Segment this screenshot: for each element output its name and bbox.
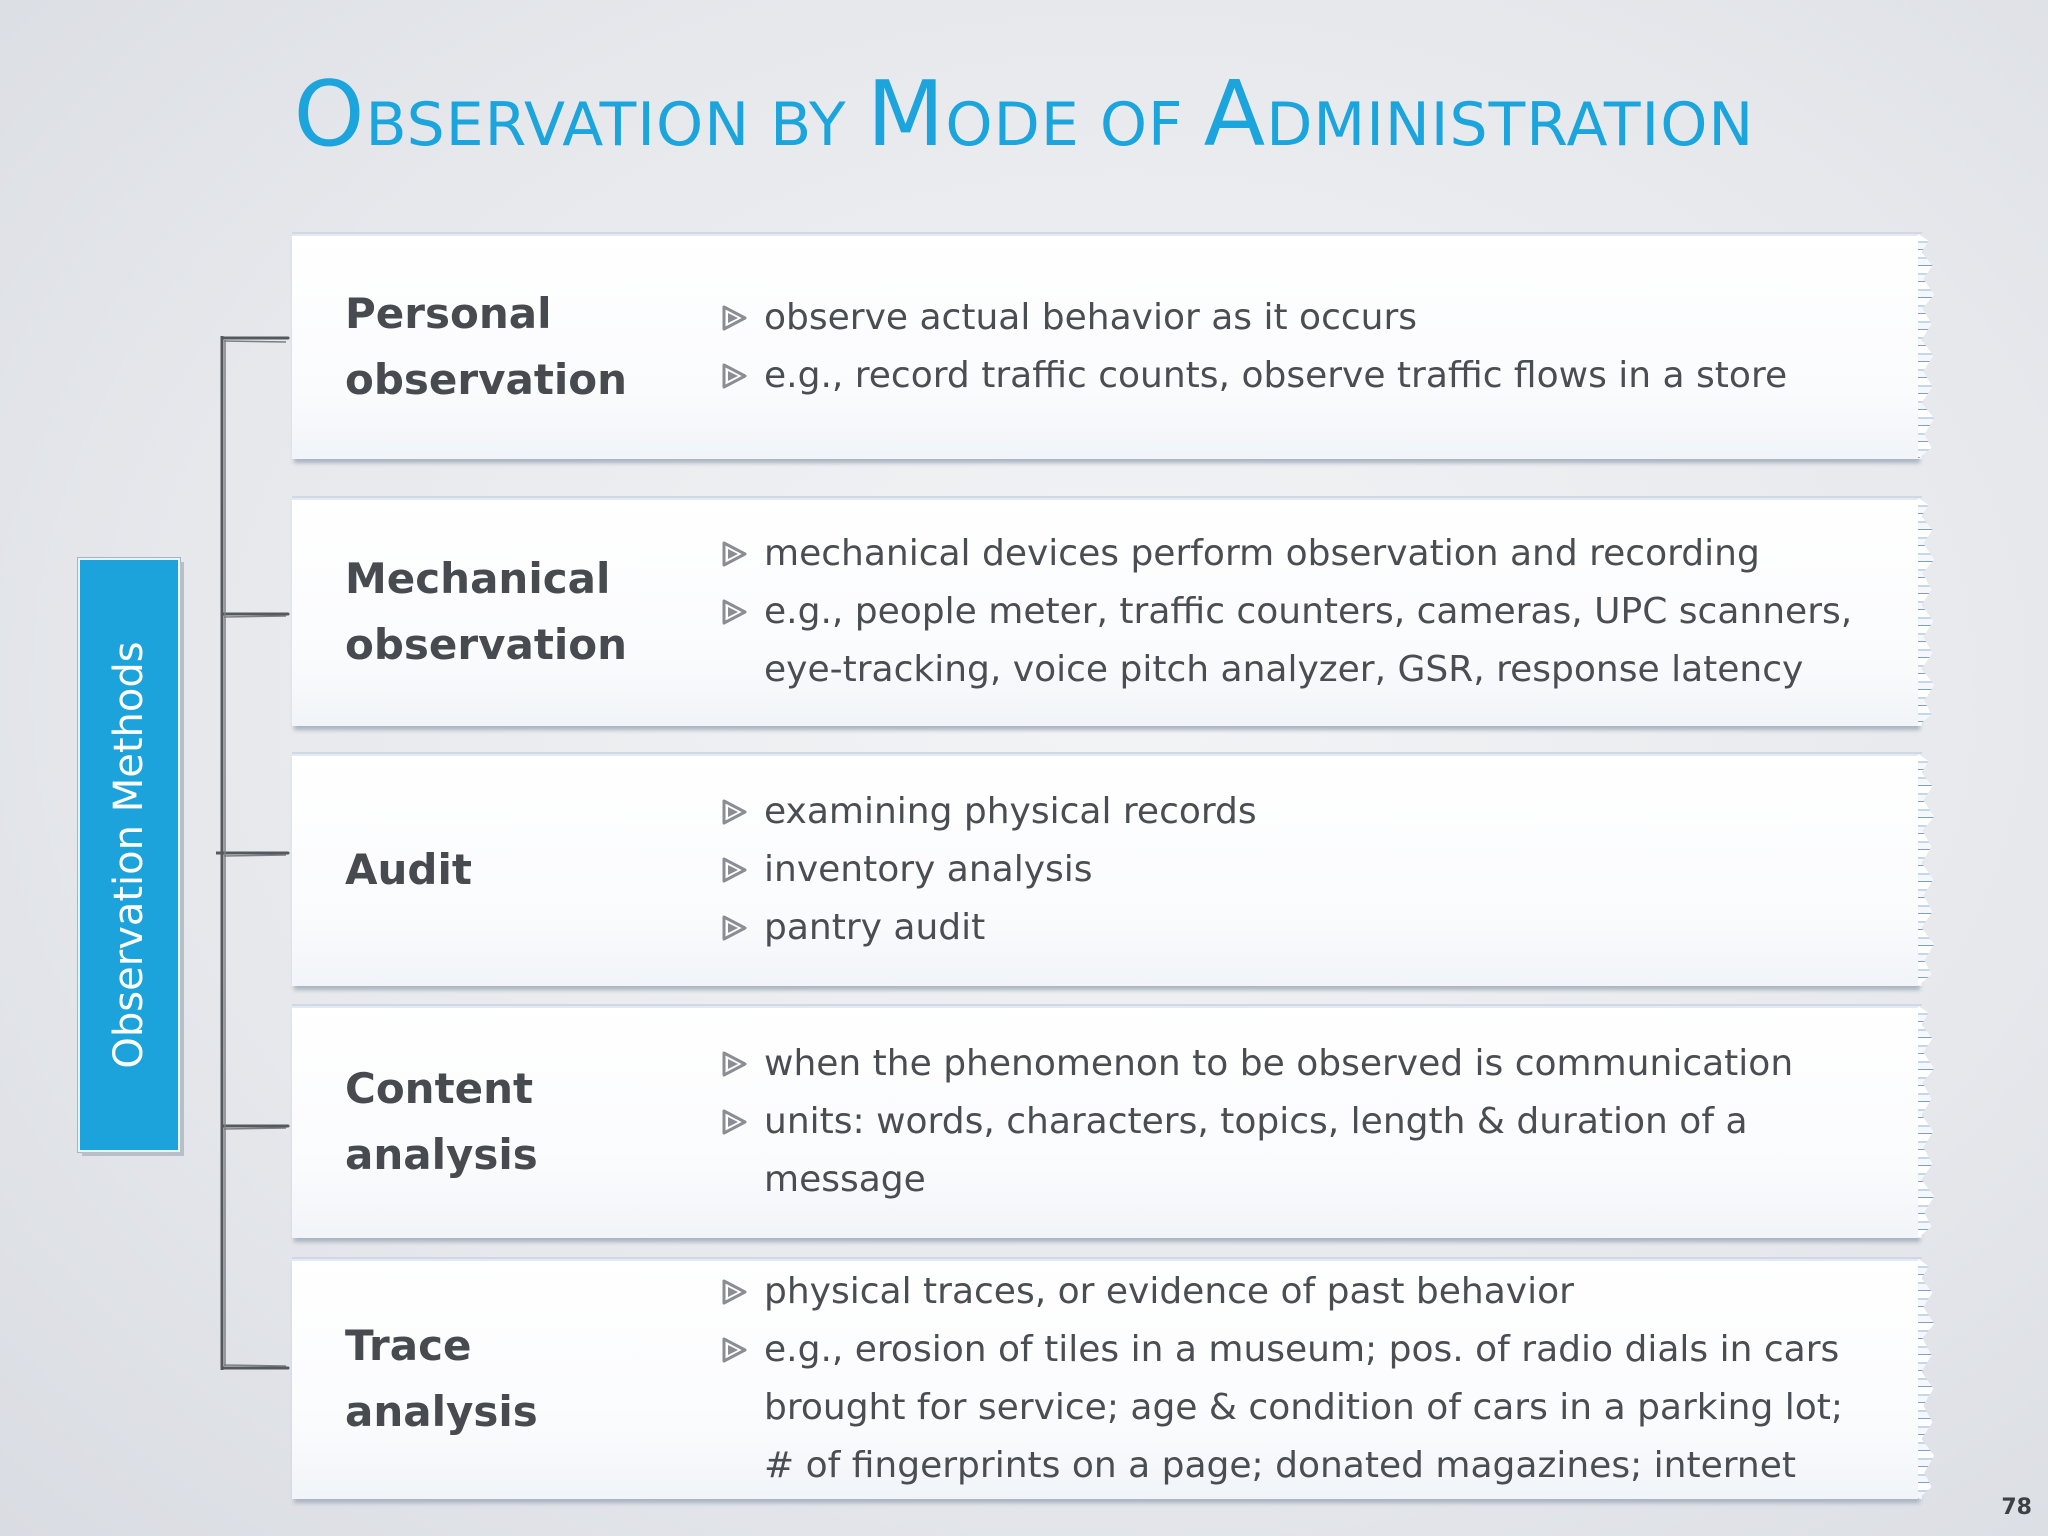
method-title: [345, 1259, 685, 1499]
method-title-text: Content analysis: [345, 1064, 538, 1179]
method-bullet-list: [720, 754, 1882, 986]
bullet-text: e.g., people meter, traffic counters, cameras, UPC scanners,: [764, 591, 1853, 632]
bullet-item: [720, 899, 1882, 957]
bullet-text: mechanical devices perform observation and recording: [764, 533, 1760, 574]
method-bullet-list: [720, 1259, 1882, 1499]
triangle-play-icon: [720, 856, 748, 884]
title-part: M: [866, 62, 946, 167]
bullet-text: e.g., record traffic counts, observe traffic flows in a store: [764, 354, 1788, 396]
triangle-play-icon: [720, 304, 748, 332]
bullet-item: [720, 347, 1882, 405]
bracket-connector: [216, 336, 292, 1370]
title-part: O: [293, 62, 366, 167]
method-title-text: Audit: [345, 845, 472, 894]
bullet-text: message: [764, 1159, 926, 1200]
bullet-text: examining physical records: [764, 791, 1257, 832]
title-part: BSERVATION BY: [365, 90, 867, 160]
triangle-play-icon: [720, 1278, 748, 1306]
method-card-content-analysis: [292, 1004, 1922, 1238]
title-part: A: [1203, 62, 1267, 167]
method-bullet-list: [720, 498, 1882, 726]
bullet-item: [720, 289, 1882, 347]
method-title: [345, 234, 685, 459]
method-bullet-list: [720, 234, 1882, 459]
triangle-play-icon: [720, 914, 748, 942]
triangle-play-icon: [720, 362, 748, 390]
triangle-play-icon: [720, 1108, 748, 1136]
bullet-text: observe actual behavior as it occurs: [764, 296, 1418, 338]
page-number: 78: [2001, 1495, 2032, 1520]
title-part: DMINISTRATION: [1266, 90, 1755, 160]
triangle-play-icon: [720, 798, 748, 826]
bullet-item: [720, 641, 1882, 699]
bullet-item: [720, 1321, 1882, 1379]
bullet-text: brought for service; age & condition of cars in a parking lot;: [764, 1387, 1844, 1428]
title-part: ODE OF: [945, 90, 1204, 160]
bullet-item: [720, 841, 1882, 899]
method-card-personal-observation: [292, 232, 1922, 459]
method-title: [345, 754, 685, 986]
bullet-item: [720, 525, 1882, 583]
bullet-item: [720, 1151, 1882, 1209]
bullet-item: [720, 1263, 1882, 1321]
triangle-play-icon: [720, 1050, 748, 1078]
method-card-mechanical-observation: [292, 496, 1922, 726]
bullet-text: # of fingerprints on a page; donated magazines; internet: [764, 1445, 1796, 1486]
bullet-item: [720, 1379, 1882, 1437]
bullet-item: [720, 783, 1882, 841]
observation-methods-label: [78, 558, 180, 1152]
method-title-text: Personal observation: [345, 288, 628, 404]
bullet-text: e.g., erosion of tiles in a museum; pos. of radio dials in cars: [764, 1329, 1840, 1370]
bullet-text: inventory analysis: [764, 849, 1093, 890]
method-title: [345, 1006, 685, 1238]
bullet-item: [720, 583, 1882, 641]
method-card-trace-analysis: [292, 1257, 1922, 1499]
method-bullet-list: [720, 1006, 1882, 1238]
slide-title: [0, 62, 2048, 167]
method-card-audit: [292, 752, 1922, 986]
bullet-text: pantry audit: [764, 907, 986, 948]
triangle-play-icon: [720, 540, 748, 568]
triangle-play-icon: [720, 598, 748, 626]
bullet-text: eye-tracking, voice pitch analyzer, GSR, response latency: [764, 649, 1804, 690]
bullet-item: [720, 1437, 1882, 1495]
method-title: [345, 498, 685, 726]
triangle-play-icon: [720, 1336, 748, 1364]
method-title-text: Mechanical observation: [345, 554, 628, 669]
bullet-text: units: words, characters, topics, length & duration of a: [764, 1101, 1748, 1142]
bullet-item: [720, 1093, 1882, 1151]
bullet-item: [720, 1035, 1882, 1093]
bullet-text: physical traces, or evidence of past behavior: [764, 1271, 1574, 1312]
bullet-text: when the phenomenon to be observed is communication: [764, 1043, 1794, 1084]
method-title-text: Trace analysis: [345, 1321, 538, 1436]
side-label-text: Observation Methods: [106, 641, 152, 1069]
